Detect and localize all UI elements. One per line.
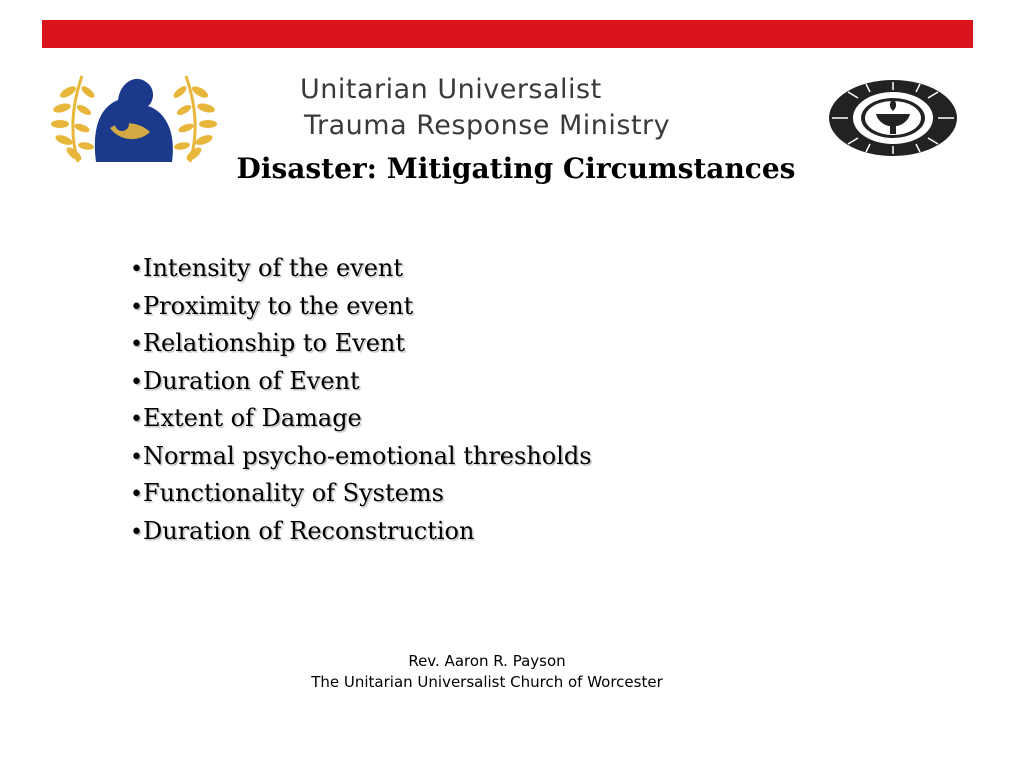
slide-title: Disaster: Mitigating Circumstances <box>236 152 796 185</box>
list-item: •Duration of Event <box>130 366 360 395</box>
footer-author: Rev. Aaron R. Payson <box>408 652 566 670</box>
footer-organization: The Unitarian Universalist Church of Worcester <box>311 673 663 691</box>
bullet-dot-icon: • <box>130 407 143 432</box>
list-item: •Intensity of the event <box>130 254 404 282</box>
list-item: •Relationship to Event <box>130 329 406 357</box>
bullet-dot-icon: • <box>130 294 143 320</box>
bullet-dot-icon: • <box>130 332 143 357</box>
bullet-list <box>130 250 592 550</box>
list-item: •Normal psycho-emotional thresholds <box>130 441 592 470</box>
ministry-name-line-2: Trauma Response Ministry <box>304 110 671 141</box>
bullet-dot-icon: • <box>130 257 143 282</box>
ministry-name <box>300 72 770 144</box>
list-item: •Extent of Damage <box>130 404 362 432</box>
top-accent-bar <box>42 20 973 48</box>
flaming-chalice-icon <box>826 78 960 158</box>
bullet-dot-icon: • <box>130 369 143 395</box>
list-item: •Functionality of Systems <box>130 479 444 507</box>
bullet-dot-icon: • <box>130 444 143 470</box>
list-item: •Duration of Reconstruction <box>130 516 475 545</box>
list-item: •Proximity to the event <box>130 291 414 320</box>
bullet-dot-icon: • <box>130 482 143 507</box>
ministry-name-line-1: Unitarian Universalist <box>300 74 602 105</box>
bullet-dot-icon: • <box>130 519 143 545</box>
footer <box>0 651 974 693</box>
